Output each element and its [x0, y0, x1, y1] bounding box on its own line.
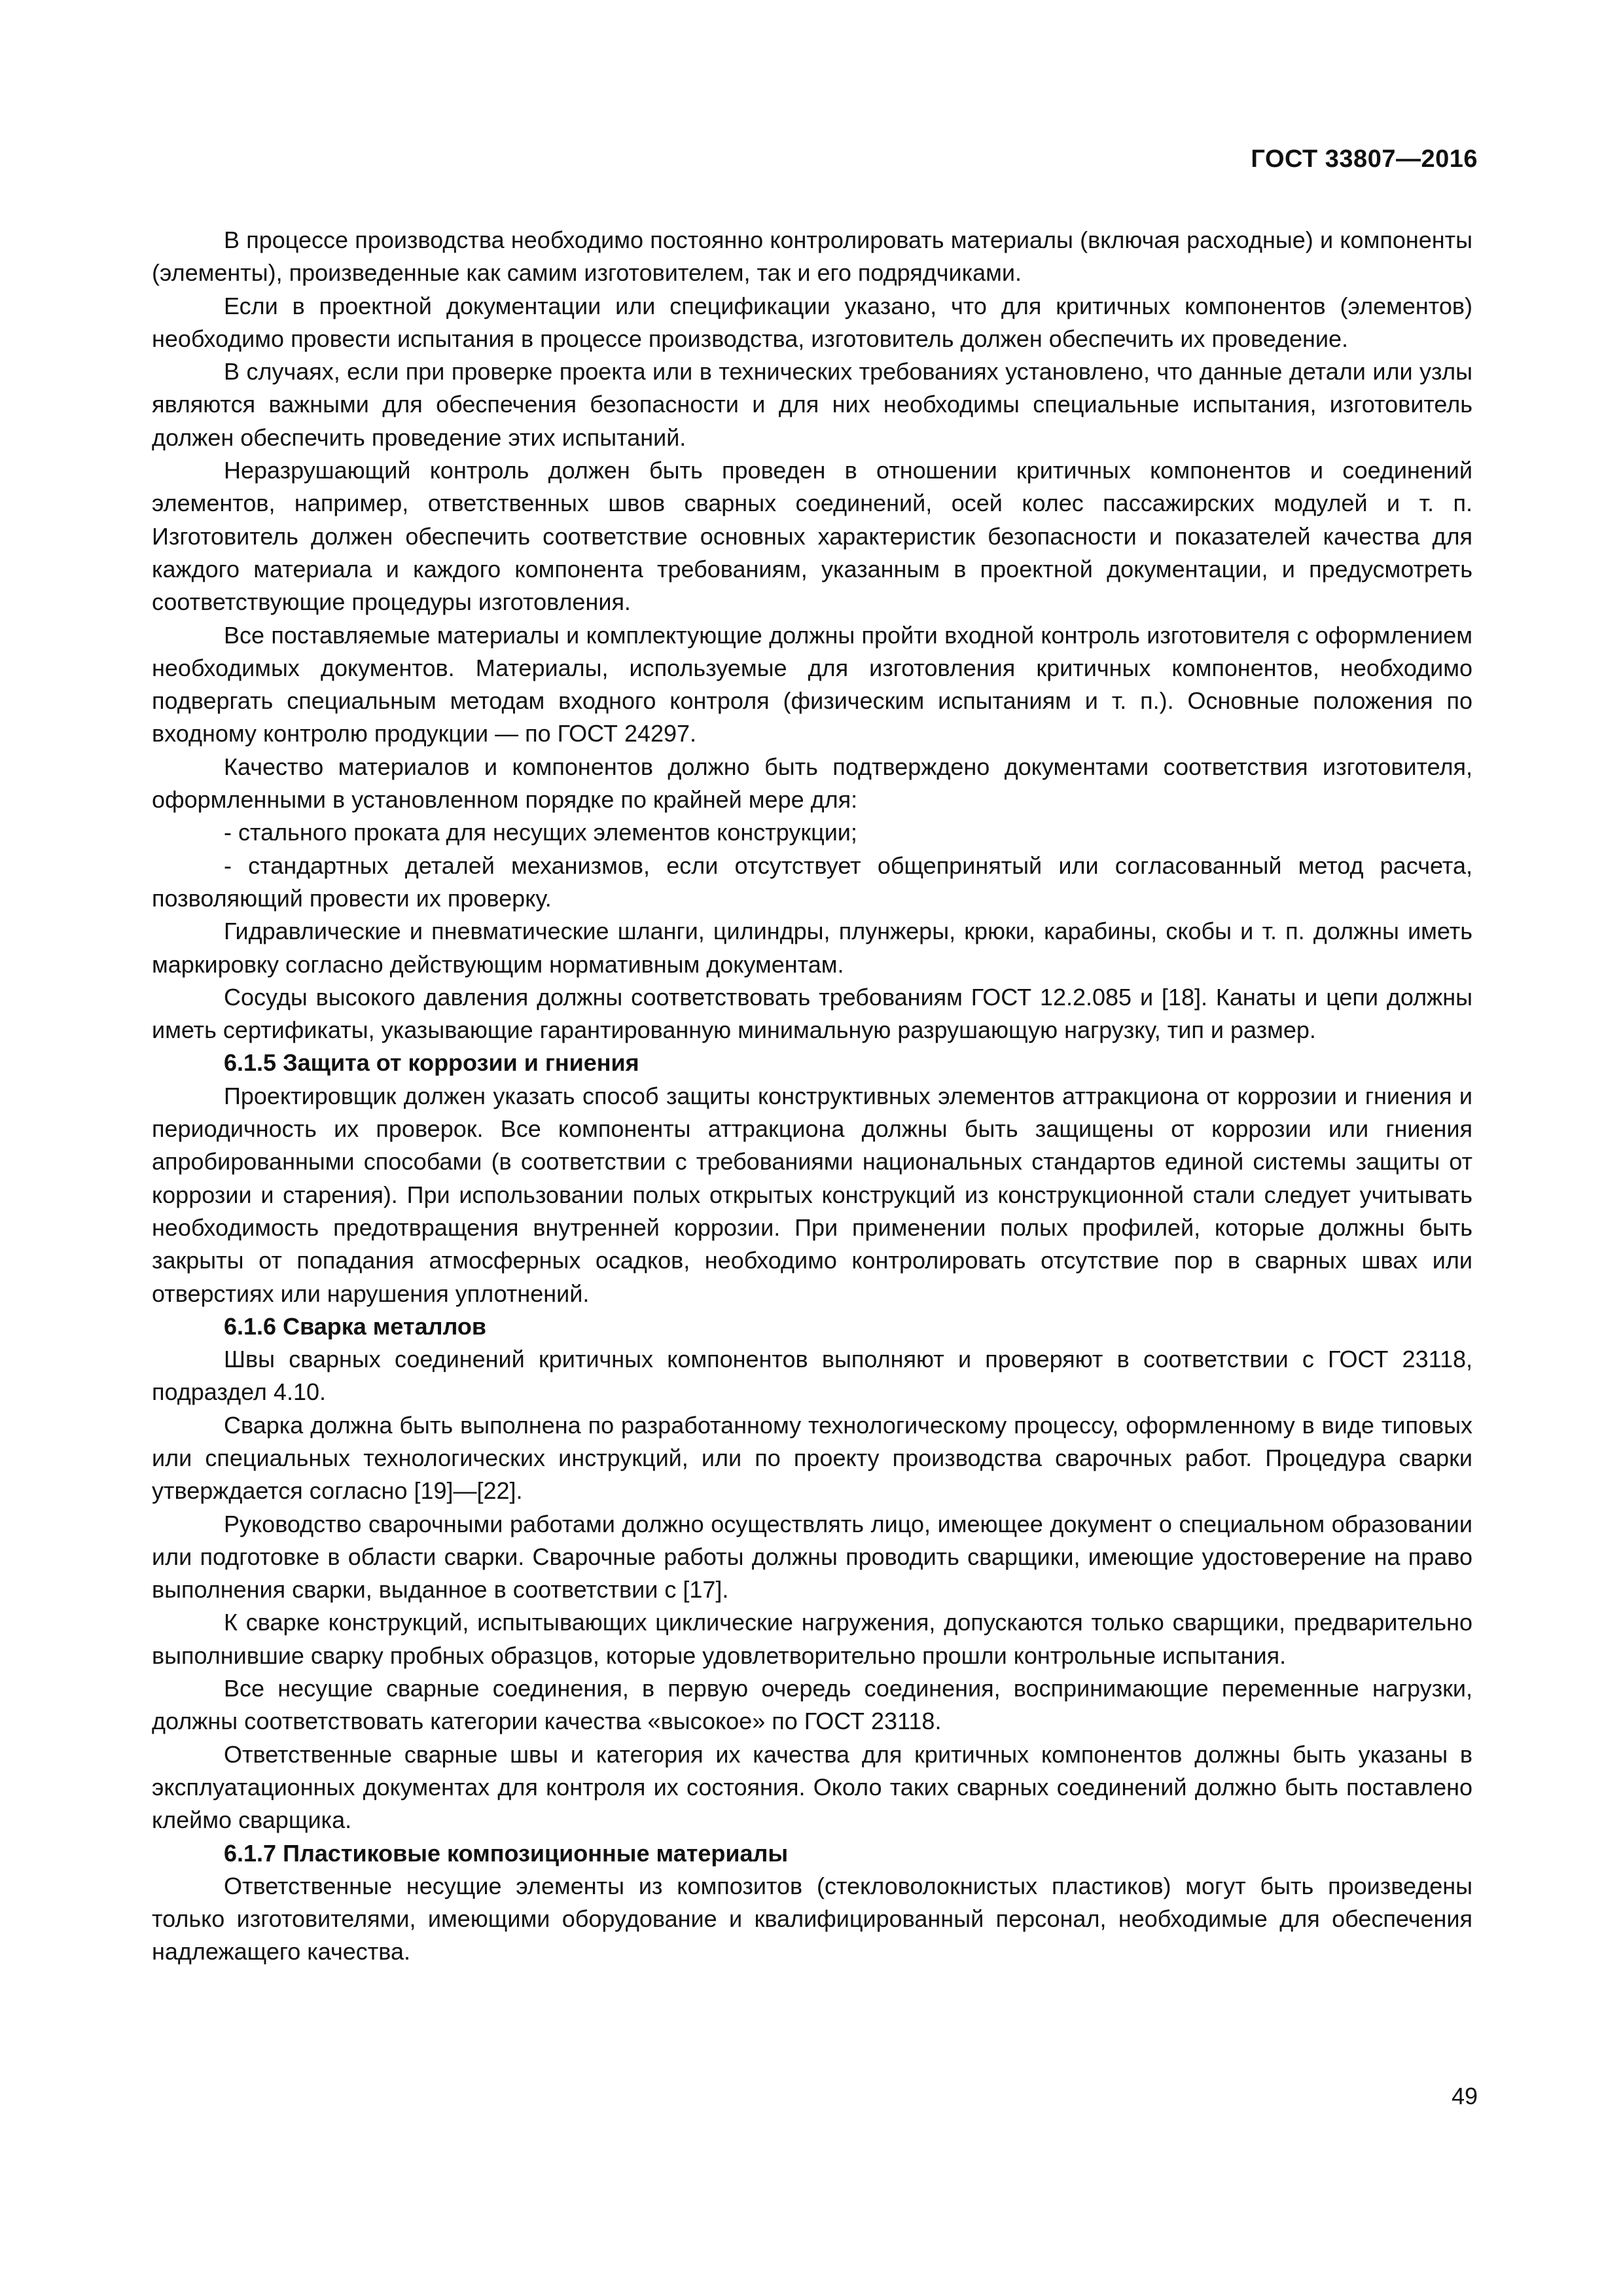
paragraph: Все поставляемые материалы и комплектующие должны пройти входной контроль изготовителя с оформлением необходимых документов. Материалы, используемые для изготовления критичных компонентов, необходимо подвергать специальным методам входного контроля (физическим испытаниям и т. п.). Основные положения по входному контролю продукции — по ГОСТ 24297. [152, 621, 1472, 747]
paragraph: Если в проектной документации или спецификации указано, что для критичных компонентов (элементов) необходимо провести испытания в процессе производства, изготовитель должен обеспечить их проведение. [152, 292, 1472, 352]
paragraph: Сосуды высокого давления должны соответствовать требованиям ГОСТ 12.2.085 и [18]. Канаты и цепи должны иметь сертификаты, указывающие гарантированную минимальную разрушающую нагрузку, тип и размер. [152, 983, 1472, 1044]
section-heading-6-1-5: 6.1.5 Защита от коррозии и гниения [224, 1049, 639, 1077]
paragraph: Качество материалов и компонентов должно быть подтверждено документами соответствия изготовителя, оформленными в установленном порядке по крайней мере для: [152, 753, 1472, 814]
paragraph: Швы сварных соединений критичных компонентов выполняют и проверяют в соответствии с ГОСТ 23118, подраздел 4.10. [152, 1346, 1472, 1406]
paragraph: К сварке конструкций, испытывающих циклические нагружения, допускаются только сварщики, предварительно выполнившие сварку пробных образцов, которые удовлетворительно прошли контрольные испытания. [152, 1609, 1472, 1669]
paragraph: Ответственные сварные швы и категория их качества для критичных компонентов должны быть указаны в эксплуатационных документах для контроля их состояния. Около таких сварных соединений должно быть поставлено клеймо сварщика. [152, 1740, 1472, 1834]
standard-designation: ГОСТ 33807—2016 [1251, 145, 1478, 173]
page-number: 49 [1451, 2083, 1478, 2109]
paragraph: Неразрушающий контроль должен быть проведен в отношении критичных компонентов и соединений элементов, например, ответственных швов сварных соединений, осей колес пассажирских модулей и т. п. Изготовитель должен обеспечить соответствие основных характеристик безопасности и показателей качества для каждого материала и каждого компонента требованиям, указанным в проектной документации, и предусмотреть соответствующие процедуры изготовления. [152, 457, 1472, 616]
paragraph: В случаях, если при проверке проекта или в технических требованиях установлено, что данные детали или узлы являются важными для обеспечения безопасности и для них необходимы специальные испытания, изготовитель должен обеспечить проведение этих испытаний. [152, 358, 1472, 451]
section-heading-6-1-6: 6.1.6 Сварка металлов [224, 1312, 486, 1340]
paragraph: Проектировщик должен указать способ защиты конструктивных элементов аттракциона от коррозии и гниения и периодичность их проверок. Все компоненты аттракциона должны быть защищены от коррозии или гниения апробированными способами (в соответствии с требованиями национальных стандартов единой системы защиты от коррозии и старения). При использовании полых открытых конструкций из конструкционной стали следует учитывать необходимость предотвращения внутренней коррозии. При применении полых профилей, которые должны быть закрыты от попадания атмосферных осадков, необходимо контролировать отсутствие пор в сварных швах или отверстиях или нарушения уплотнений. [152, 1082, 1472, 1307]
paragraph: Сварка должна быть выполнена по разработанному технологическому процессу, оформленному в виде типовых или специальных технологических инструкций, или по проекту производства сварочных работ. Процедура сварки утверждается согласно [19]—[22]. [152, 1411, 1472, 1505]
paragraph: Ответственные несущие элементы из композитов (стекловолокнистых пластиков) могут быть произведены только изготовителями, имеющими оборудование и квалифицированный персонал, необходимые для обеспечения надлежащего качества. [152, 1872, 1472, 1965]
paragraph: Руководство сварочными работами должно осуществлять лицо, имеющее документ о специальном образовании или подготовке в области сварки. Сварочные работы должны проводить сварщики, имеющие удостоверение на право выполнения сварки, выданное в соответствии с [17]. [152, 1510, 1472, 1604]
document-body [152, 224, 1472, 1969]
paragraph: Все несущие сварные соединения, в первую очередь соединения, воспринимающие переменные нагрузки, должны соответствовать категории качества «высокое» по ГОСТ 23118. [152, 1675, 1472, 1735]
paragraph: Гидравлические и пневматические шланги, цилиндры, плунжеры, крюки, карабины, скобы и т. п. должны иметь маркировку согласно действующим нормативным документам. [152, 918, 1472, 978]
list-item: - стандартных деталей механизмов, если отсутствует общепринятый или согласованный метод расчета, позволяющий провести их проверку. [152, 852, 1472, 912]
paragraph: В процессе производства необходимо постоянно контролировать материалы (включая расходные) и компоненты (элементы), произведенные как самим изготовителем, так и его подрядчиками. [152, 226, 1472, 287]
section-heading-6-1-7: 6.1.7 Пластиковые композиционные материалы [224, 1839, 789, 1867]
list-item: - стального проката для несущих элементов конструкции; [224, 819, 857, 846]
